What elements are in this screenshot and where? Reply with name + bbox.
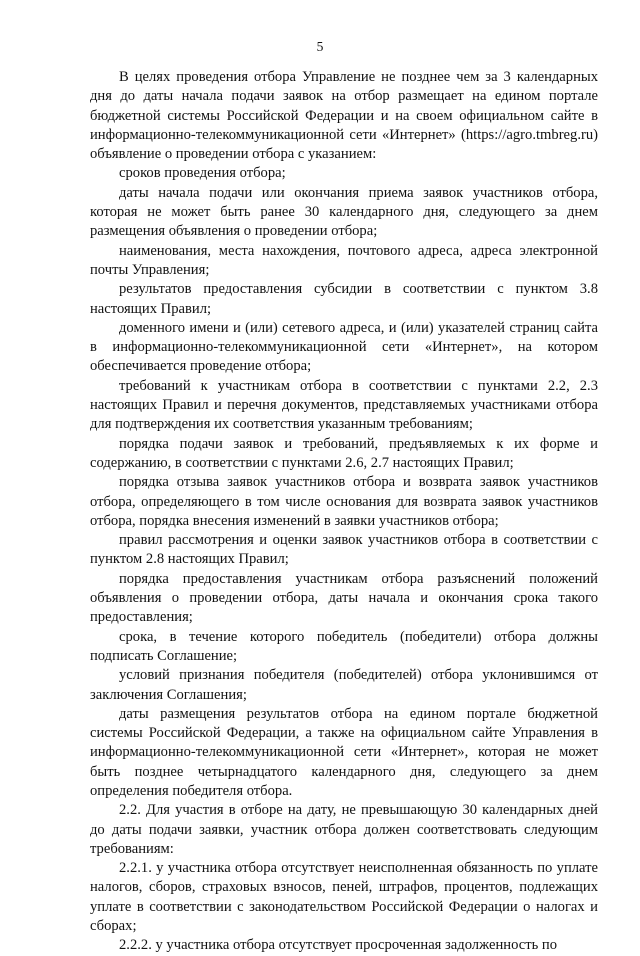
paragraph-section-2-2: 2.2. Для участия в отборе на дату, не превышающую 30 календарных дней до даты подачи заявки, участник отбора должен соответствовать следующим требованиям: bbox=[90, 802, 598, 857]
paragraph-subsidy-results: результатов предоставления субсидии в соответствии с пунктом 3.8 настоящих Правил; bbox=[90, 281, 598, 317]
paragraph-domain-name: доменного имени и (или) сетевого адреса, и (или) указателей страниц сайта в информационно-телекоммуникационной сети «Интернет», на котором обеспечивается проведение отбора; bbox=[90, 319, 598, 375]
paragraph-participant-requirements: требований к участникам отбора в соответствии с пунктами 2.2, 2.3 настоящих Правил и перечня документов, представляемых участниками отбора для подтверждения их соответствия указанным требованиям; bbox=[90, 377, 598, 433]
paragraph-department-contacts: наименования, места нахождения, почтового адреса, адреса электронной почты Управления; bbox=[90, 242, 598, 278]
paragraph-application-procedure: порядка подачи заявок и требований, предъявляемых к их форме и содержанию, в соответствии с пунктами 2.6, 2.7 настоящих Правил; bbox=[90, 435, 598, 471]
paragraph-clarification-procedure: порядка предоставления участникам отбора разъяснений положений объявления о проведении отбора, даты начала и окончания срока такого предоставления; bbox=[90, 570, 598, 626]
paragraph-evasion-conditions: условий признания победителя (победителей) отбора уклонившимся от заключения Соглашения; bbox=[90, 667, 598, 703]
page-number: 5 bbox=[316, 39, 324, 54]
paragraph-withdrawal-procedure: порядка отзыва заявок участников отбора и возврата заявок участников отбора, определяющего в том числе основания для возврата заявок участников отбора, порядка внесения изменений в заявки участников отбора; bbox=[90, 474, 598, 529]
paragraph-announcement-intro: В целях проведения отбора Управление не позднее чем за 3 календарных дня до даты начала подачи заявок на отбор размещает на едином портале бюджетной системы Российской Федерации и на своем официальном сайте в информационно-телекоммуникационной сети «Интернет» (https://agro.tmbreg.ru) объявление о проведении отбора с указанием: bbox=[90, 69, 598, 163]
paragraph-section-2-2-2: 2.2.2. у участника отбора отсутствует просроченная задолженность по bbox=[119, 937, 557, 954]
paragraph-evaluation-rules: правил рассмотрения и оценки заявок участников отбора в соответствии с пунктом 2.8 настоящих Правил; bbox=[90, 532, 598, 568]
paragraph-application-dates: даты начала подачи или окончания приема заявок участников отбора, которая не может быть ранее 30 календарного дня, следующего за днем размещения объявления о проведении отбора; bbox=[90, 184, 598, 240]
paragraph-results-publication: даты размещения результатов отбора на едином портале бюджетной системы Российской Федерации, а также на официальном сайте Управления в информационно-телекоммуникационной сети «Интернет», которая не может быть позднее четырнадцатого календарного дня, следующего за днем определения победителя отбора. bbox=[90, 705, 598, 799]
paragraph-signing-deadline: срока, в течение которого победитель (победители) отбора должны подписать Соглашение; bbox=[90, 628, 598, 664]
paragraph-selection-dates: сроков проведения отбора; bbox=[119, 165, 286, 182]
document-body bbox=[90, 68, 598, 956]
paragraph-section-2-2-1: 2.2.1. у участника отбора отсутствует неисполненная обязанность по уплате налогов, сборов, страховых взносов, пеней, штрафов, процентов, подлежащих уплате в соответствии с законодательством Российской Федерации о налогах и сборах; bbox=[90, 860, 598, 935]
